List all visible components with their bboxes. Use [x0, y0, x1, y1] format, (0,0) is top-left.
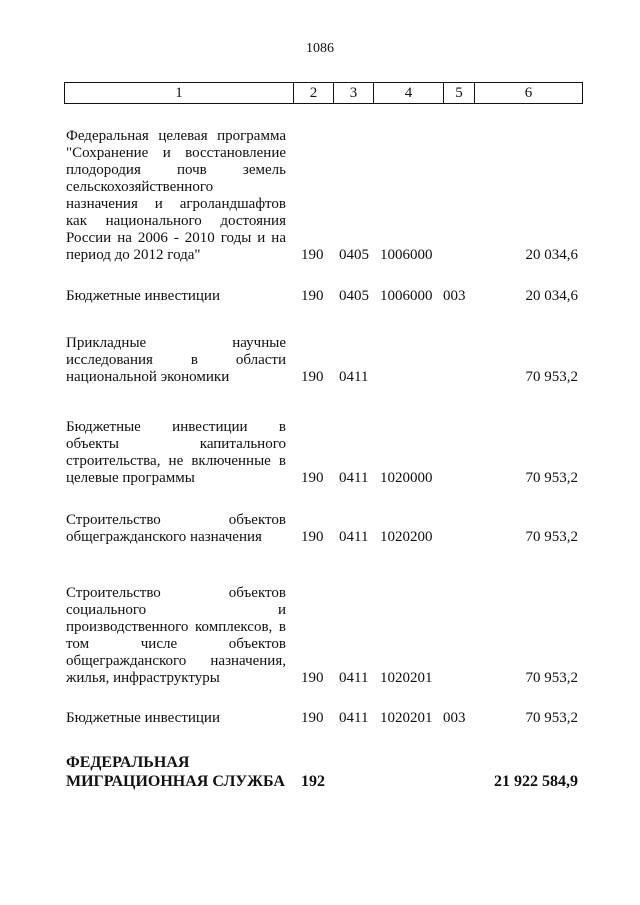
row-code-2: 190: [301, 529, 324, 545]
name-line: Строительство объектов: [66, 512, 286, 528]
column-header-1: 1: [65, 83, 294, 104]
row-name: [66, 710, 286, 727]
name-line: Бюджетные инвестиции: [66, 710, 220, 726]
name-line: России на 2006 - 2010 годы и на: [66, 230, 286, 246]
row-code-3: 0411: [339, 529, 369, 545]
row-amount: 20 034,6: [525, 247, 578, 263]
name-line: национальной экономики: [66, 369, 230, 385]
row-code-3: 0405: [339, 247, 369, 263]
name-line: исследования в области: [66, 352, 286, 368]
name-line: ФЕДЕРАЛЬНАЯ: [66, 754, 190, 771]
row-name: [66, 585, 286, 687]
name-line: Федеральная целевая программа: [66, 128, 286, 144]
name-line: назначения и агроландшафтов: [66, 196, 286, 212]
row-name: [66, 419, 286, 487]
row-name: [66, 335, 286, 386]
row-code-3: 0405: [339, 288, 369, 304]
row-code-4: 1020000: [380, 470, 433, 486]
row-code-2: 190: [301, 470, 324, 486]
name-line: Бюджетные инвестиции: [66, 288, 220, 304]
name-line: Бюджетные инвестиции в: [66, 419, 286, 435]
row-amount: 70 953,2: [525, 670, 578, 686]
row-code-2: 190: [301, 710, 324, 726]
column-header-3: 3: [334, 83, 374, 104]
page-number: 1086: [306, 41, 334, 56]
column-header-6: 6: [475, 83, 583, 104]
row-code-3: 0411: [339, 670, 369, 686]
row-amount: 21 922 584,9: [494, 773, 578, 790]
row-code-2: 190: [301, 288, 324, 304]
row-amount: 70 953,2: [525, 529, 578, 545]
name-line: том числе объектов: [66, 636, 286, 652]
row-code-3: 0411: [339, 369, 369, 385]
row-code-5: 003: [443, 710, 466, 726]
row-name: [66, 288, 286, 305]
row-code-4: 1006000: [380, 247, 433, 263]
name-line: общегражданского назначения: [66, 529, 262, 545]
row-amount: 70 953,2: [525, 710, 578, 726]
row-amount: 70 953,2: [525, 369, 578, 385]
name-line: социального и: [66, 602, 286, 618]
row-code-3: 0411: [339, 470, 369, 486]
row-code-2: 192: [301, 773, 325, 790]
row-code-5: 003: [443, 288, 466, 304]
name-line: производственного комплексов, в: [66, 619, 286, 635]
name-line: МИГРАЦИОННАЯ СЛУЖБА: [66, 773, 285, 790]
name-line: как национального достояния: [66, 213, 286, 229]
name-line: период до 2012 года": [66, 247, 201, 263]
name-line: объекты капитального: [66, 436, 286, 452]
name-line: целевые программы: [66, 470, 195, 486]
row-code-4: 1020201: [380, 670, 433, 686]
row-code-2: 190: [301, 247, 324, 263]
row-code-4: 1020201: [380, 710, 433, 726]
row-code-3: 0411: [339, 710, 369, 726]
row-name: [66, 128, 286, 264]
row-name: [66, 512, 286, 546]
column-header-table: [64, 82, 583, 104]
name-line: жилья, инфраструктуры: [66, 670, 220, 686]
name-line: сельскохозяйственного: [66, 179, 214, 195]
name-line: общегражданского назначения,: [66, 653, 286, 669]
name-line: Прикладные научные: [66, 335, 286, 351]
row-code-2: 190: [301, 670, 324, 686]
name-line: строительства, не включенные в: [66, 453, 286, 469]
row-code-4: 1006000: [380, 288, 433, 304]
column-header-4: 4: [374, 83, 444, 104]
name-line: Строительство объектов: [66, 585, 286, 601]
row-amount: 20 034,6: [525, 288, 578, 304]
row-code-4: 1020200: [380, 529, 433, 545]
row-amount: 70 953,2: [525, 470, 578, 486]
column-header-5: 5: [444, 83, 475, 104]
row-code-2: 190: [301, 369, 324, 385]
name-line: плодородия почв земель: [66, 162, 286, 178]
column-header-2: 2: [294, 83, 334, 104]
name-line: "Сохранение и восстановление: [66, 145, 286, 161]
row-name: [66, 753, 296, 791]
